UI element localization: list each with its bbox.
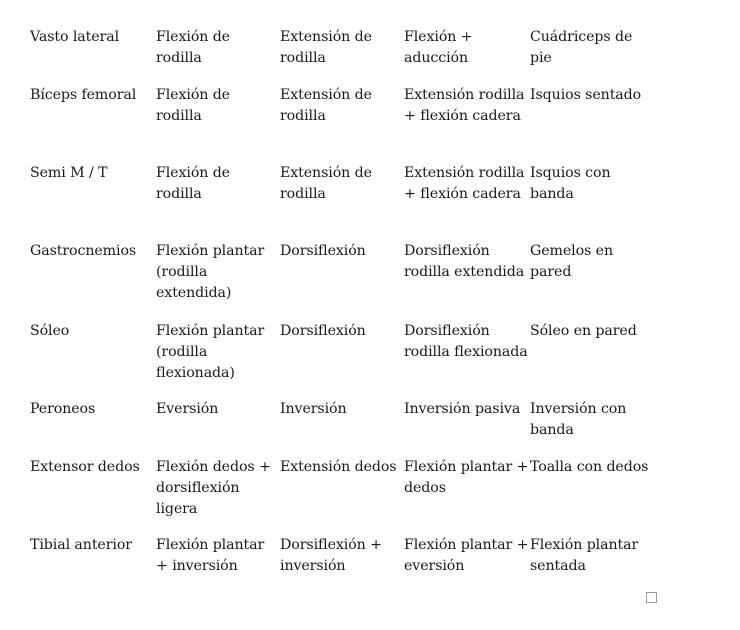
table-row <box>30 321 650 399</box>
table-cell: Dorsiflexión <box>280 323 366 339</box>
table-cell: Flexión + aducción <box>404 29 473 66</box>
table-cell: Flexión plantar sentada <box>530 537 639 574</box>
table-cell: Isquios sentado <box>530 87 642 103</box>
table-row <box>30 457 650 535</box>
table-cell: Flexión plantar + inversión <box>156 537 265 574</box>
table-cell: Dorsiflexión <box>280 243 366 259</box>
table-cell: Extensión de rodilla <box>280 29 372 66</box>
table-cell-muscle: Vasto lateral <box>30 29 120 45</box>
table-row <box>30 241 650 321</box>
table-cell-muscle: Extensor dedos <box>30 459 140 475</box>
table-cell: Inversión pasiva <box>404 401 521 417</box>
table-cell: Extensión de rodilla <box>280 87 372 124</box>
table-cell: Dorsiflexión rodilla flexionada <box>404 323 528 360</box>
table-cell: Extensión rodilla + flexión cadera <box>404 87 525 124</box>
table-cell: Flexión dedos + dorsiflexión ligera <box>156 459 271 517</box>
table-cell: Extensión dedos <box>280 459 397 475</box>
table-cell: Flexión plantar + dedos <box>404 459 529 496</box>
table-cell-muscle: Tibial anterior <box>30 537 132 553</box>
table-cell: Sóleo en pared <box>530 323 637 339</box>
table-cell: Flexión plantar + eversión <box>404 537 529 574</box>
table-resize-handle[interactable] <box>646 592 657 603</box>
table-cell-muscle: Peroneos <box>30 401 96 417</box>
table-cell: Flexión plantar (rodilla flexionada) <box>156 323 265 381</box>
table-cell: Isquios con banda <box>530 165 611 202</box>
table-row <box>30 535 650 581</box>
table-cell: Gemelos en pared <box>530 243 613 280</box>
table-cell: Cuádriceps de pie <box>530 29 633 66</box>
table-cell: Inversión <box>280 401 347 417</box>
table-cell-muscle: Bíceps femoral <box>30 87 137 103</box>
table-cell: Dorsiflexión rodilla extendida <box>404 243 525 280</box>
table-cell: Eversión <box>156 401 219 417</box>
table-row <box>30 27 650 85</box>
table-row <box>30 399 650 457</box>
table-cell: Extensión de rodilla <box>280 165 372 202</box>
table-cell: Dorsiflexión + inversión <box>280 537 382 574</box>
table-row <box>30 163 650 241</box>
table-row <box>30 85 650 163</box>
table-cell-muscle: Semi M / T <box>30 165 108 181</box>
table-cell-muscle: Sóleo <box>30 323 70 339</box>
table-cell: Inversión con banda <box>530 401 627 438</box>
table-cell-muscle: Gastrocnemios <box>30 243 137 259</box>
muscle-stretch-table <box>30 27 650 581</box>
table-cell: Extensión rodilla + flexión cadera <box>404 165 525 202</box>
table-cell: Flexión plantar (rodilla extendida) <box>156 243 265 301</box>
table-cell: Flexión de rodilla <box>156 165 230 202</box>
table-cell: Flexión de rodilla <box>156 87 230 124</box>
table-cell: Toalla con dedos <box>530 459 649 475</box>
table-cell: Flexión de rodilla <box>156 29 230 66</box>
